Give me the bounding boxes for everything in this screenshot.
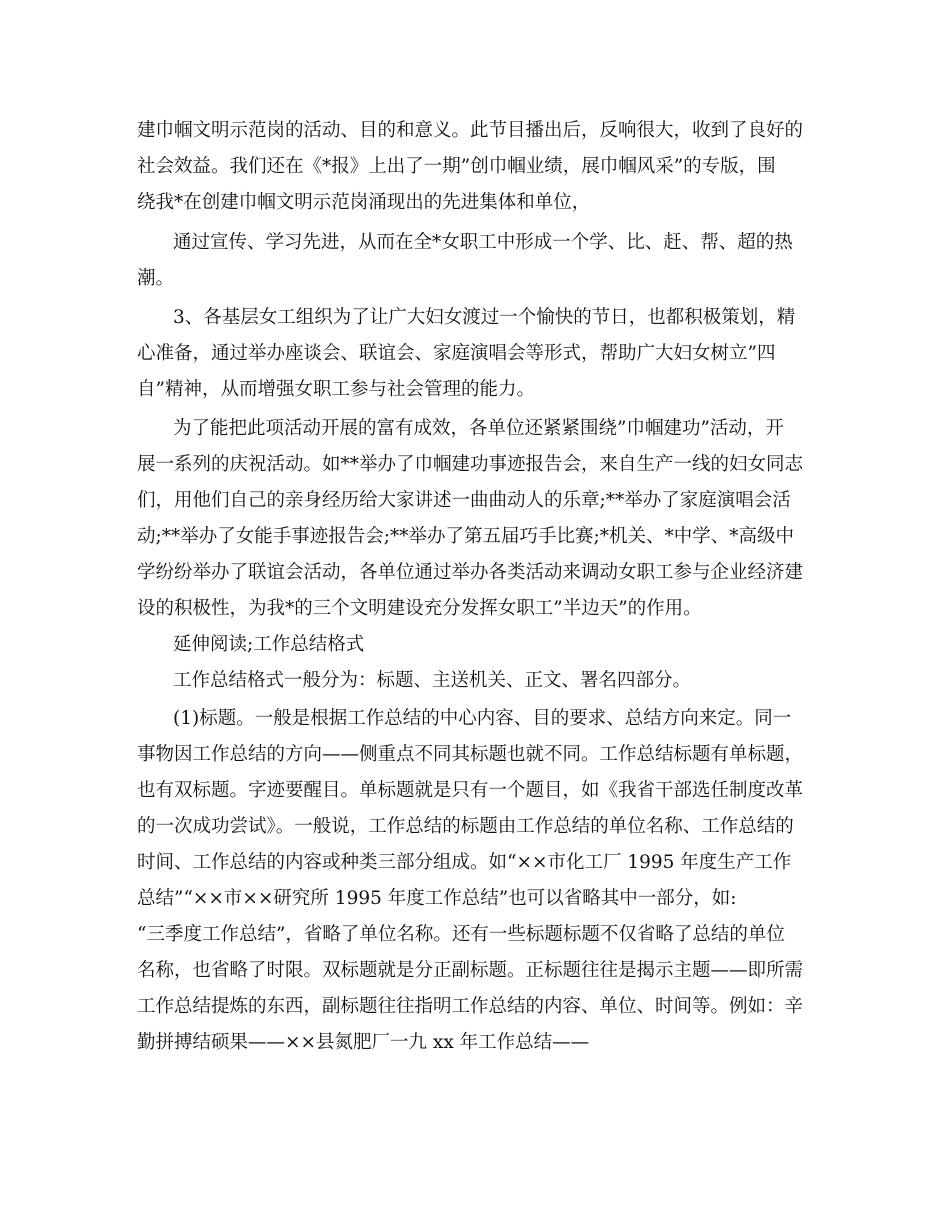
text-line: 潮。 [137,268,175,289]
text-line: 的一次成功尝试》。一般说，工作总结的标题由工作总结的单位名称、工作总结的 [137,816,794,837]
text-line: 时间、工作总结的内容或种类三部分组成。如“××市化工厂 1995 年度生产工作 [137,852,792,873]
text-line: 也有双标题。字迹要醒目。单标题就是只有一个题目，如《我省干部选任制度改革 [137,780,804,801]
text-line: 勤拼搏结硕果——××县氮肥厂一九 xx 年工作总结—— [137,1032,590,1053]
text-line: 社会效益。我们还在《*报》上出了一期”创巾帼业绩，展巾帼风采”的专版，围 [137,156,776,177]
text-line: 自”精神，从而增强女职工参与社会管理的能力。 [137,379,535,400]
text-line: 名称，也省略了时限。双标题就是分正副标题。正标题往往是揭示主题——即所需 [137,960,804,981]
text-line: 展一系列的庆祝活动。如**举办了巾帼建功事迹报告会，来自生产一线的妇女同志 [137,454,804,475]
section-heading: 延伸阅读;工作总结格式 [173,634,365,655]
text-line: 工作总结提炼的东西，副标题往往指明工作总结的内容、单位、时间等。例如：辛 [137,996,804,1017]
text-line: 通过宣传、学习先进，从而在全*女职工中形成一个学、比、赶、帮、超的热 [173,232,793,253]
text-line: 总结”“××市××研究所 1995 年度工作总结”也可以省略其中一部分，如: [137,888,737,909]
text-line: 3、各基层女工组织为了让广大妇女渡过一个愉快的节日，也都积极策划，精 [173,307,796,328]
text-line: (1)标题。一般是根据工作总结的中心内容、目的要求、总结方向来定。同一 [173,708,792,729]
text-line: “三季度工作总结”，省略了单位名称。还有一些标题标题不仅省略了总结的单位 [137,924,785,945]
text-line: 工作总结格式一般分为：标题、主送机关、正文、署名四部分。 [173,670,692,691]
text-line: 绕我*在创建巾帼文明示范岗涌现出的先进集体和单位， [137,192,591,213]
text-line: 为了能把此项活动开展的富有成效，各单位还紧紧围绕”巾帼建功”活动，开 [173,418,784,439]
text-line: 设的积极性，为我*的三个文明建设充分发挥女职工”半边天”的作用。 [137,598,702,619]
text-line: 事物因工作总结的方向——侧重点不同其标题也就不同。工作总结标题有单标题， [137,744,804,765]
text-line: 建巾帼文明示范岗的活动、目的和意义。此节目播出后，反响很大，收到了良好的 [137,120,804,141]
text-line: 学纷纷举办了联谊会活动，各单位通过举办各类活动来调动女职工参与企业经济建 [137,562,804,583]
text-line: 们，用他们自己的亲身经历给大家讲述一曲曲动人的乐章;**举办了家庭演唱会活 [137,490,791,511]
text-line: 心准备，通过举办座谈会、联谊会、家庭演唱会等形式，帮助广大妇女树立”四 [137,343,776,364]
text-line: 动;**举办了女能手事迹报告会;**举办了第五届巧手比赛;*机关、*中学、*高级中 [137,526,794,547]
